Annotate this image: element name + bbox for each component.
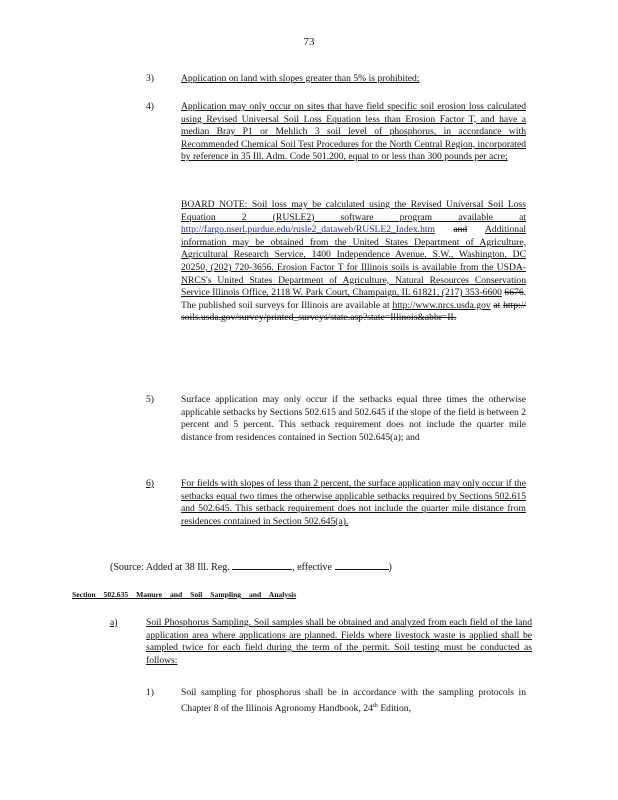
item-5-text: Surface application may only occur if the setbacks equal three times the otherwise applicable setbacks by Sections 502.615 and 502.645 if the slope of the field is between 2 percent and 5 percent. This setback requirement does not include the quarter mile distance from residences contained in Section 502.645(a); and — [181, 394, 526, 443]
section-heading: Section 502.635 Manure and Soil Sampling and Analysis — [72, 590, 297, 599]
rusle2-link[interactable]: http://fargo.nserl.purdue.edu/rusle2_dataweb/RUSLE2_Index.htm — [181, 224, 436, 236]
item-6-text: For fields with slopes of less than 2 percent, the surface application may only occur if the setbacks equal two times the otherwise applicable setbacks required by Sections 502.615 and 502.645. This setback requirement does not include the quarter mile distance from residences contained in Section 502.645(a). — [181, 478, 526, 527]
source-note — [110, 562, 392, 573]
item-3-text: Application on land with slopes greater than 5% is prohibited; — [181, 73, 420, 84]
board-note — [181, 199, 526, 325]
subsection-a-letter: a) — [110, 617, 118, 628]
register-page-blank — [232, 569, 292, 570]
item-1-superscript: th — [372, 701, 378, 709]
struck-survey-url: http://soils.usda.gov/survey/printed_surveys/state.asp?state=Illinois&abbr=IL — [181, 299, 526, 324]
item-1-number: 1) — [146, 687, 154, 698]
item-1-tail: Edition, — [377, 702, 411, 714]
item-3-number: 3) — [146, 73, 154, 84]
item-6-number: 6) — [146, 478, 154, 489]
effective-date-blank — [335, 569, 389, 570]
item-1-text — [181, 687, 526, 715]
board-note-body: Additional information may be obtained from the United States Department of Agriculture, Agricultural Research Service, 1400 Independence Avenue, S.W., Washington, DC 20250, (202) 720-3656. Erosion Factor T for Illinois soils is available from the USDA-NRCS's United States Department of Agriculture, Natural Resources Conservation Service Illinois Office, 2118 W. Park Court, Champaign, IL 61821, (217) 353-6600 — [181, 224, 526, 299]
source-effective: , effective — [292, 562, 332, 573]
board-note-surveys: . The published soil surveys for Illinois are available at — [181, 287, 527, 311]
subsection-a-text: Soil Phosphorus Sampling. Soil samples shall be obtained and analyzed from each field of the land application area where applications are planned. Fields where livestock waste is applied shall be sampled twice for each field during the term of the permit. Soil testing must be conducted as follows: — [146, 617, 532, 666]
item-1-body: Soil sampling for phosphorus shall be in accordance with the sampling protocols in Chapter 8 of the Illinois Agronomy Handbook, 24 — [181, 687, 526, 714]
item-4-number: 4) — [146, 101, 154, 112]
board-note-struck-and: and — [453, 224, 468, 236]
board-note-intro: BOARD NOTE: Soil loss may be calculated using the Revised Universal Soil Loss Equation 2 (RUSLE2) software program available at — [181, 199, 526, 223]
item-4-text: Application may only occur on sites that have field specific soil erosion loss calculated using Revised Universal Soil Loss Equation less than Erosion Factor T, and have a median Bray P1 or Mehlich 3 soil level of phosphorus, in accordance with Recommended Chemical Soil Test Procedures for the North Central Region, incorporated by reference in 35 Ill. Adm. Code 501.200, equal to or less than 300 pounds per acre; — [181, 101, 526, 163]
source-suffix: ) — [388, 562, 392, 573]
board-note-struck-number: 6676 — [504, 287, 524, 299]
source-prefix: (Source: Added at 38 Ill. Reg. — [110, 562, 230, 573]
item-5-number: 5) — [146, 394, 154, 405]
nrcs-url[interactable]: http://www.nrcs.usda.gov — [392, 299, 491, 311]
board-note-struck-at: at — [493, 299, 501, 311]
page-number: 73 — [303, 36, 315, 48]
